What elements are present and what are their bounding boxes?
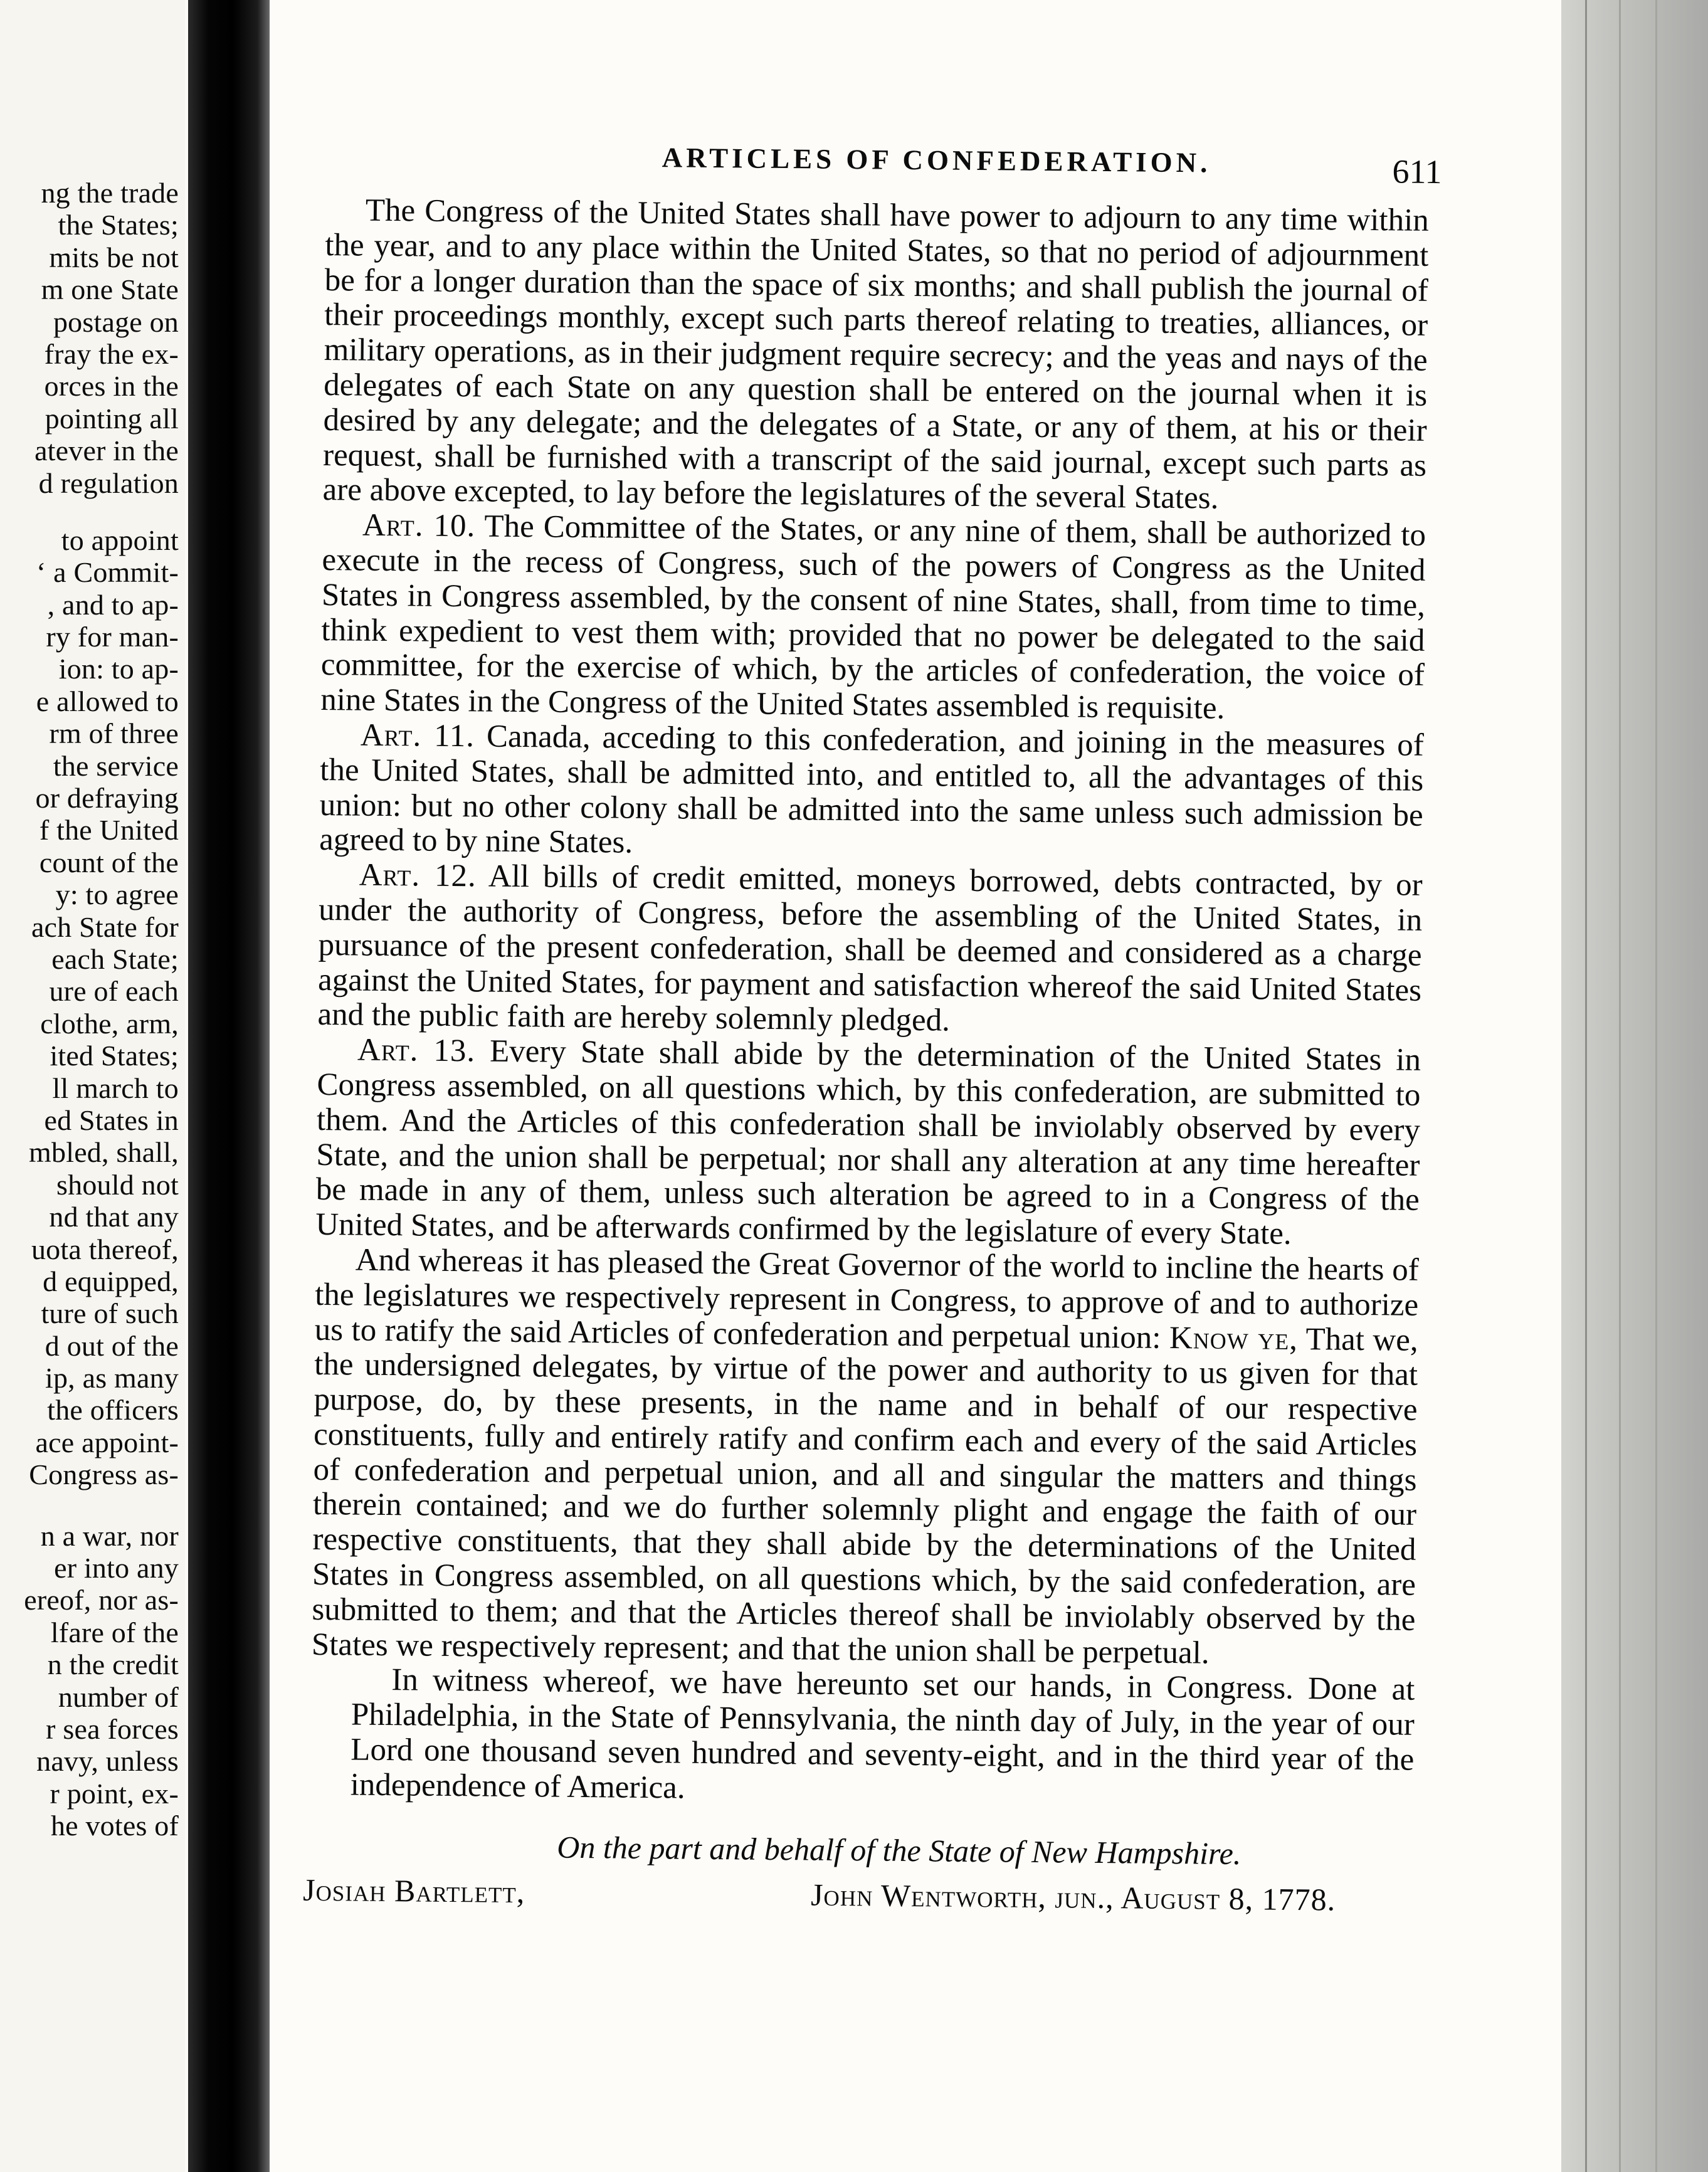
facing-page-line: ace appoint- [35, 1426, 179, 1458]
facing-page-line: ion: to ap- [58, 653, 179, 685]
facing-page-line: each State; [51, 942, 179, 975]
facing-page-text-column [0, 177, 179, 1842]
facing-page-line: y: to agree [55, 878, 179, 911]
facing-page-line: m one State [41, 273, 179, 306]
facing-page-line: should not [56, 1168, 179, 1201]
paragraph-article-13: Art. 13. Every State shall abide by the determination of the United States in Congress assembled, on all questions which, by this confederation, are submitted to them. And the Articles of this confederation shall be inviolably observed by every State, and the union shall be perpetual; nor shall any alteration at any time hereafter be made in any of them, unless such alteration be agreed to in a Congress of the United States, and be afterwards confirmed by the legislature of every State. [315, 1032, 1421, 1252]
paragraph-article-11: Art. 11. Canada, acceding to this confederation, and joining in the measures of the United States, shall be admitted into, and entitled to, all the advantages of this union: but no other colony shall be admitted into the same unless such admission be agreed to by nine States. [319, 717, 1425, 861]
paragraph-adjournment: The Congress of the United States shall have power to adjourn to any time within the year, and to any place within the United States, so that no period of adjournment be for a longer duration than the space of six months; and shall publish the journal of their proceedings monthly, except such parts thereof relating to treaties, alliances, or military operations, as in their judgment require secrecy; and the yeas and nays of the delegates of each State on any question shall be entered on the journal when it is desired by any delegate; and the delegates of a State, or any of them, at his or their request, shall be furnished with a transcript of the said journal, except such parts as are above excepted, to lay before the legislatures of the several States. [322, 192, 1430, 517]
page-edge-stack [1561, 0, 1708, 2172]
facing-page-left [0, 0, 185, 2172]
facing-page-line: n the credit [47, 1648, 179, 1681]
facing-page-line: ited States; [50, 1040, 179, 1072]
facing-page-line: lfare of the [50, 1616, 179, 1648]
facing-page-line: mbled, shall, [29, 1136, 179, 1169]
page-edge-line [1585, 0, 1587, 2172]
paragraph-ratification: And whereas it has pleased the Great Governor of the world to incline the hearts of the legislatures we respectively represent in Congress, to approve of and to authorize us to ratify the said Articles of confederation and perpetual union: Know ye, That we, the undersigned delegates, by virtue of the power and authority to us given for that purpose, do, by these presents, in the name and in behalf of our respective constituents, fully and entirely ratify and confirm each and every of the said Articles of confederation and perpetual union, and all and singular the matters and things therein contained; and we do further solemnly plight and engage the faith of our respective constituents, that they shall abide by the determinations of the United States in Congress assembled, on all questions which, by the said confederation, are submitted to them; and that the Articles thereof shall be inviolably observed by the States we respectively represent; and that the union shall be perpetual. [311, 1242, 1420, 1671]
facing-page-line: rm of three [49, 717, 179, 750]
delegation-heading: On the part and behalf of the State of New Hampshire. [557, 1829, 1241, 1871]
facing-page-line: pointing all [45, 402, 179, 435]
signer-john-wentworth: John Wentworth, jun., August 8, 1778. [810, 1877, 1336, 1917]
facing-page-line: r sea forces [46, 1712, 179, 1745]
facing-page-line: f the United [39, 814, 179, 846]
paragraph-article-12: Art. 12. All bills of credit emitted, moneys borrowed, debts contracted, by or under the authority of Congress, before the assembling of the United States, in pursuance of the present confederation, shall be deemed and considered as a charge against the United States, for payment and satisfaction whereof the said United States and the public faith are hereby solemnly pledged. [317, 857, 1423, 1038]
facing-page-line: the officers [47, 1394, 179, 1426]
facing-page-line: ach State for [31, 910, 179, 943]
facing-page-line: ture of such [41, 1297, 179, 1330]
facing-page-line: ry for man- [46, 621, 179, 653]
article-label: Art. 11. [360, 717, 475, 754]
facing-page-line: er into any [54, 1552, 179, 1584]
facing-page-line: orces in the [44, 370, 179, 403]
article-label: Art. 10. [362, 507, 476, 544]
facing-page-line: fray the ex- [44, 337, 179, 370]
facing-page-line: Congress as- [29, 1458, 179, 1491]
facing-page-line: he votes of [50, 1810, 179, 1842]
facing-page-line: to appoint [61, 524, 179, 556]
know-ye: Know ye, [1169, 1320, 1299, 1357]
facing-page-line: ‘ a Commit- [36, 556, 179, 589]
facing-page-line: nd that any [49, 1201, 179, 1233]
facing-page-line: ed States in [44, 1104, 179, 1136]
facing-page-line: d equipped, [43, 1265, 179, 1297]
facing-page-line: navy, unless [36, 1745, 179, 1778]
facing-page-line: d out of the [45, 1329, 179, 1362]
page-edge-line [1619, 0, 1621, 2172]
facing-page-line: mits be not [49, 241, 179, 273]
paragraph-witness: In witness whereof, we have hereunto set our hands, in Congress. Done at Philadelphia, in the State of Pennsylvania, the ninth day of July, in the year of our Lord one thousand seven hundred and seventy-eight, and in the third year of the independence of America. [350, 1662, 1415, 1806]
signer-josiah-bartlett: Josiah Bartlett, [302, 1872, 525, 1909]
facing-page-line: number of [58, 1680, 179, 1713]
article-body [310, 193, 1430, 1813]
facing-page-line: d regulation [38, 467, 179, 499]
facing-page-line: the service [53, 749, 179, 782]
article-label: Art. 13. [357, 1032, 476, 1069]
facing-page-line: atever in the [34, 435, 179, 467]
facing-page-line: ng the trade [41, 177, 179, 209]
facing-page-line: count of the [39, 846, 179, 878]
facing-page-line: postage on [53, 305, 179, 338]
article-label: Art. 12. [359, 857, 477, 894]
facing-page-line: the States; [58, 209, 179, 241]
facing-page-line: , and to ap- [47, 588, 179, 621]
facing-page-line: ure of each [49, 975, 179, 1008]
facing-page-line: clothe, arm, [40, 1007, 179, 1040]
paragraph-article-10: Art. 10. The Committee of the States, or any nine of them, shall be authorized to execute in the recess of Congress, such of the powers of Congress as the United States in Congress assembled, by the consent of nine States, shall, from time to time, think expedient to vest them with; provided that no power be delegated to the said committee, for the exercise of which, by the articles of confederation, the voice of nine States in the Congress of the United States assembled is requisite. [320, 507, 1426, 726]
facing-page-line: ip, as many [45, 1362, 179, 1394]
facing-page-line: ereof, nor as- [24, 1584, 179, 1616]
facing-page-line: n a war, nor [40, 1519, 179, 1552]
facing-page-line: r point, ex- [50, 1777, 179, 1810]
running-title: ARTICLES OF CONFEDERATION. [662, 142, 1211, 179]
page-number: 611 [1392, 152, 1442, 191]
facing-page-line: or defraying [35, 782, 179, 814]
facing-page-line: uota thereof, [31, 1233, 179, 1265]
book-gutter [188, 0, 270, 2172]
facing-page-line: ll march to [52, 1072, 179, 1104]
page-edge-line [1655, 0, 1657, 2172]
facing-page-line: e allowed to [36, 685, 179, 717]
page-content [302, 138, 1442, 1923]
